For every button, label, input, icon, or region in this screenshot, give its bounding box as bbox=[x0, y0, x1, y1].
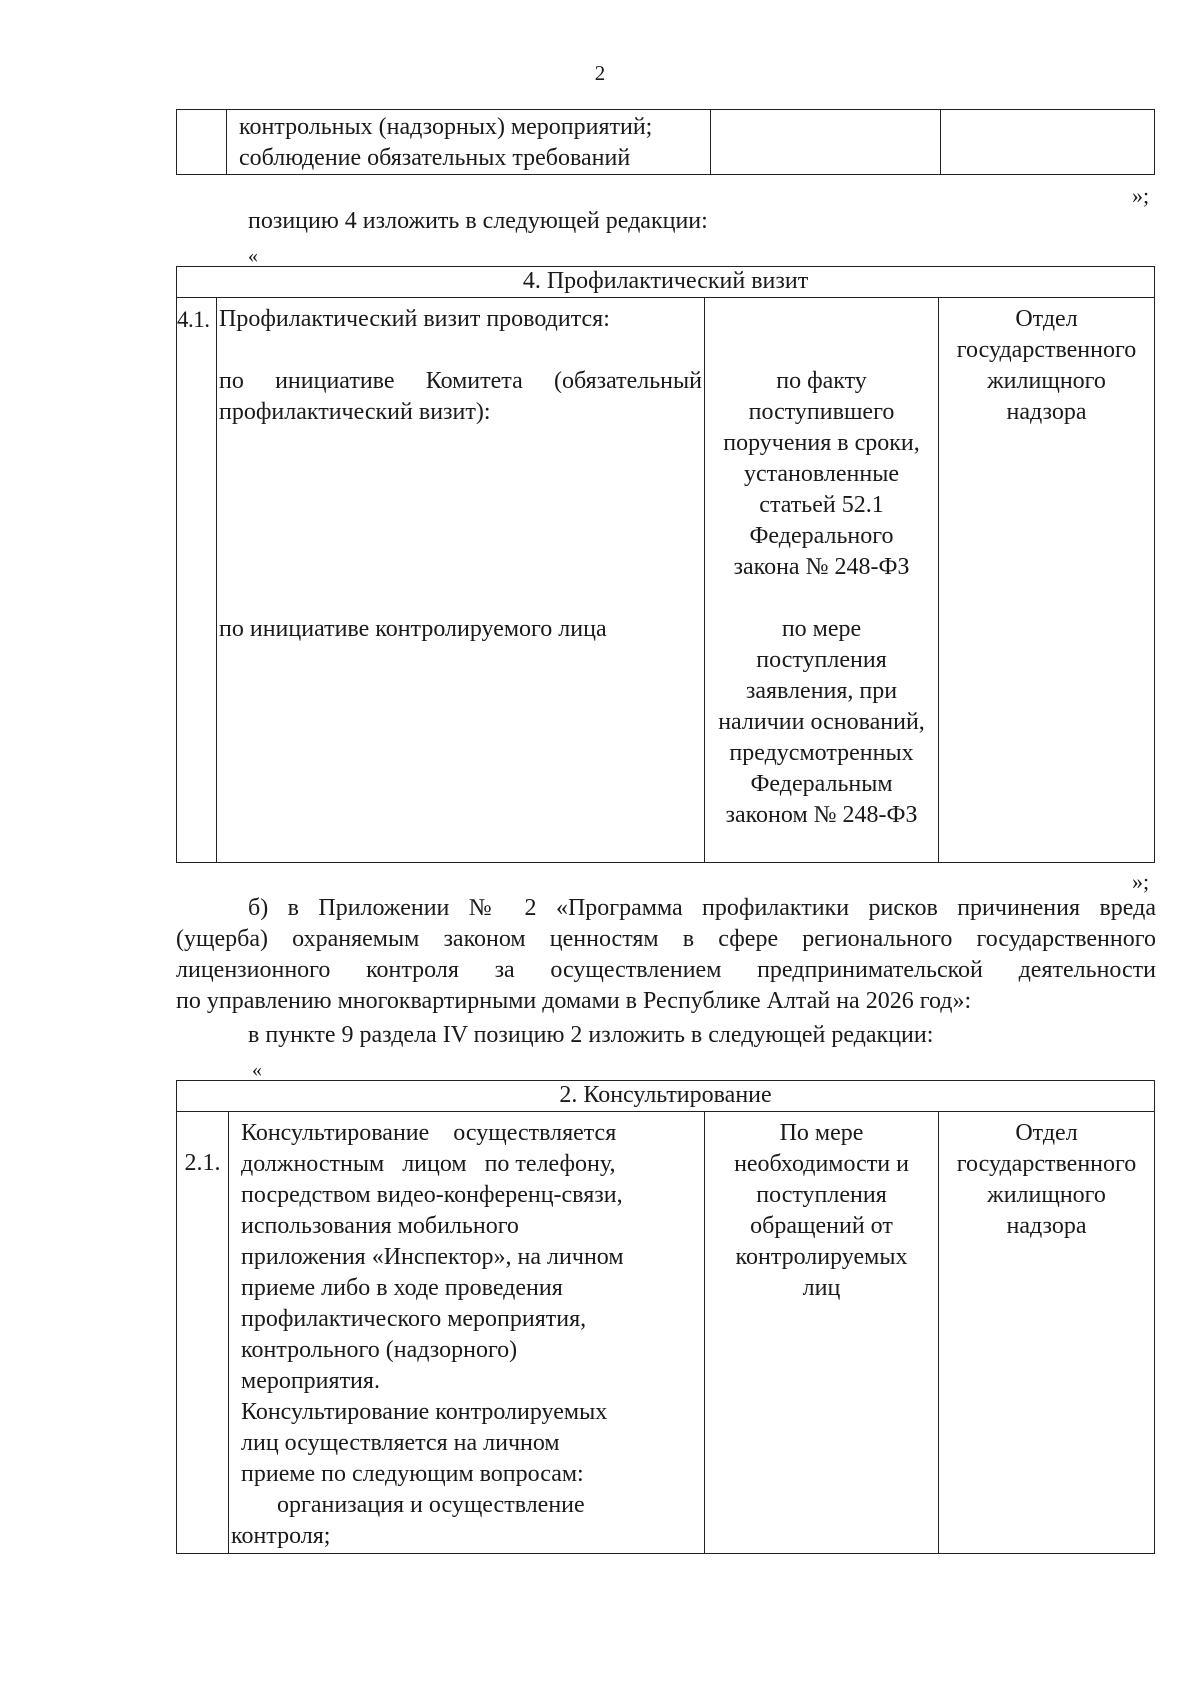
paragraph-line: лицензионного контроля за осуществлением предпринимательской деятельности bbox=[176, 957, 1156, 983]
measure-line: приеме по следующим вопросам: bbox=[241, 1461, 584, 1487]
measure-controlled: по инициативе контролируемого лица bbox=[219, 616, 607, 642]
measure-intro: Профилактический визит проводится: bbox=[219, 306, 610, 332]
closing-quote: »; bbox=[1132, 183, 1150, 208]
table-visit bbox=[176, 266, 1155, 863]
measure-line: приложения «Инспектор», на личном bbox=[241, 1244, 624, 1270]
table-cell-responsible: Отдел государственного жилищного надзора bbox=[939, 1112, 1155, 1554]
paragraph-line: б) в Приложении № 2 «Программа профилактики рисков причинения вреда bbox=[248, 895, 1156, 921]
paragraph-b bbox=[176, 893, 1156, 1017]
measure-line: посредством видео-конференц-связи, bbox=[241, 1182, 623, 1208]
measure-line: Консультирование осуществляется bbox=[241, 1120, 617, 1146]
paragraph-line: (ущерба) охраняемым законом ценностям в сфере регионального государственного bbox=[176, 926, 1156, 952]
table-cell-deadline: По мере необходимости и поступления обращений от контролируемых лиц bbox=[705, 1112, 939, 1554]
measure-line: использования мобильного bbox=[241, 1213, 519, 1239]
table-header-row bbox=[177, 1081, 1155, 1112]
measure-line: контрольного (надзорного) bbox=[241, 1337, 518, 1363]
table-continuation bbox=[176, 109, 1155, 175]
opening-quote: « bbox=[248, 245, 258, 267]
table-cell-measure bbox=[217, 298, 705, 863]
instruction-text: в пункте 9 раздела IV позицию 2 изложить в следующей редакции: bbox=[248, 1022, 934, 1048]
measure-committee-line: профилактический визит): bbox=[219, 399, 491, 425]
table-row bbox=[177, 1112, 1155, 1554]
table-cell-measure bbox=[229, 1112, 705, 1554]
instruction-text: позицию 4 изложить в следующей редакции: bbox=[248, 208, 708, 234]
measure-line: должностным лицом по телефону, bbox=[241, 1151, 616, 1177]
table-cell-responsible bbox=[941, 110, 1155, 175]
page-number: 2 bbox=[594, 61, 606, 85]
table-row bbox=[177, 298, 1155, 863]
measure-line: приеме либо в ходе проведения bbox=[241, 1275, 563, 1301]
table-cell-deadline bbox=[711, 110, 941, 175]
closing-quote: »; bbox=[1132, 869, 1150, 894]
table-cell-num bbox=[177, 110, 227, 175]
measure-line: мероприятия. bbox=[241, 1368, 380, 1394]
table-row bbox=[177, 110, 1155, 175]
paragraph-line: по управлению многоквартирными домами в Республике Алтай на 2026 год»: bbox=[176, 988, 972, 1014]
table-cell-deadline bbox=[705, 298, 939, 863]
measure-line: контроля; bbox=[231, 1523, 331, 1549]
table-cell-measure: контрольных (надзорных) мероприятий; соблюдение обязательных требований bbox=[227, 110, 711, 175]
table-consult bbox=[176, 1080, 1155, 1554]
table-cell-num: 2.1. bbox=[177, 1112, 229, 1554]
table-section-title: 2. Консультирование bbox=[177, 1081, 1155, 1112]
deadline-committee: по факту поступившего поручения в сроки, установленные статьей 52.1 Федерального закона № 248-ФЗ bbox=[723, 368, 920, 580]
table-cell-responsible: Отдел государственного жилищного надзора bbox=[939, 298, 1155, 863]
table-cell-num: 4.1. bbox=[177, 298, 217, 863]
deadline-controlled: по мере поступления заявления, при наличии оснований, предусмотренных Федеральным законом № 248-ФЗ bbox=[718, 616, 925, 828]
table-section-title: 4. Профилактический визит bbox=[177, 267, 1155, 298]
measure-line: профилактического мероприятия, bbox=[241, 1306, 587, 1332]
measure-line: организация и осуществление bbox=[277, 1492, 585, 1518]
table-header-row bbox=[177, 267, 1155, 298]
opening-quote: « bbox=[252, 1059, 262, 1081]
measure-committee-line: по инициативе Комитета (обязательный bbox=[219, 368, 702, 394]
measure-line: Консультирование контролируемых bbox=[241, 1399, 608, 1425]
measure-line: лиц осуществляется на личном bbox=[241, 1430, 560, 1456]
